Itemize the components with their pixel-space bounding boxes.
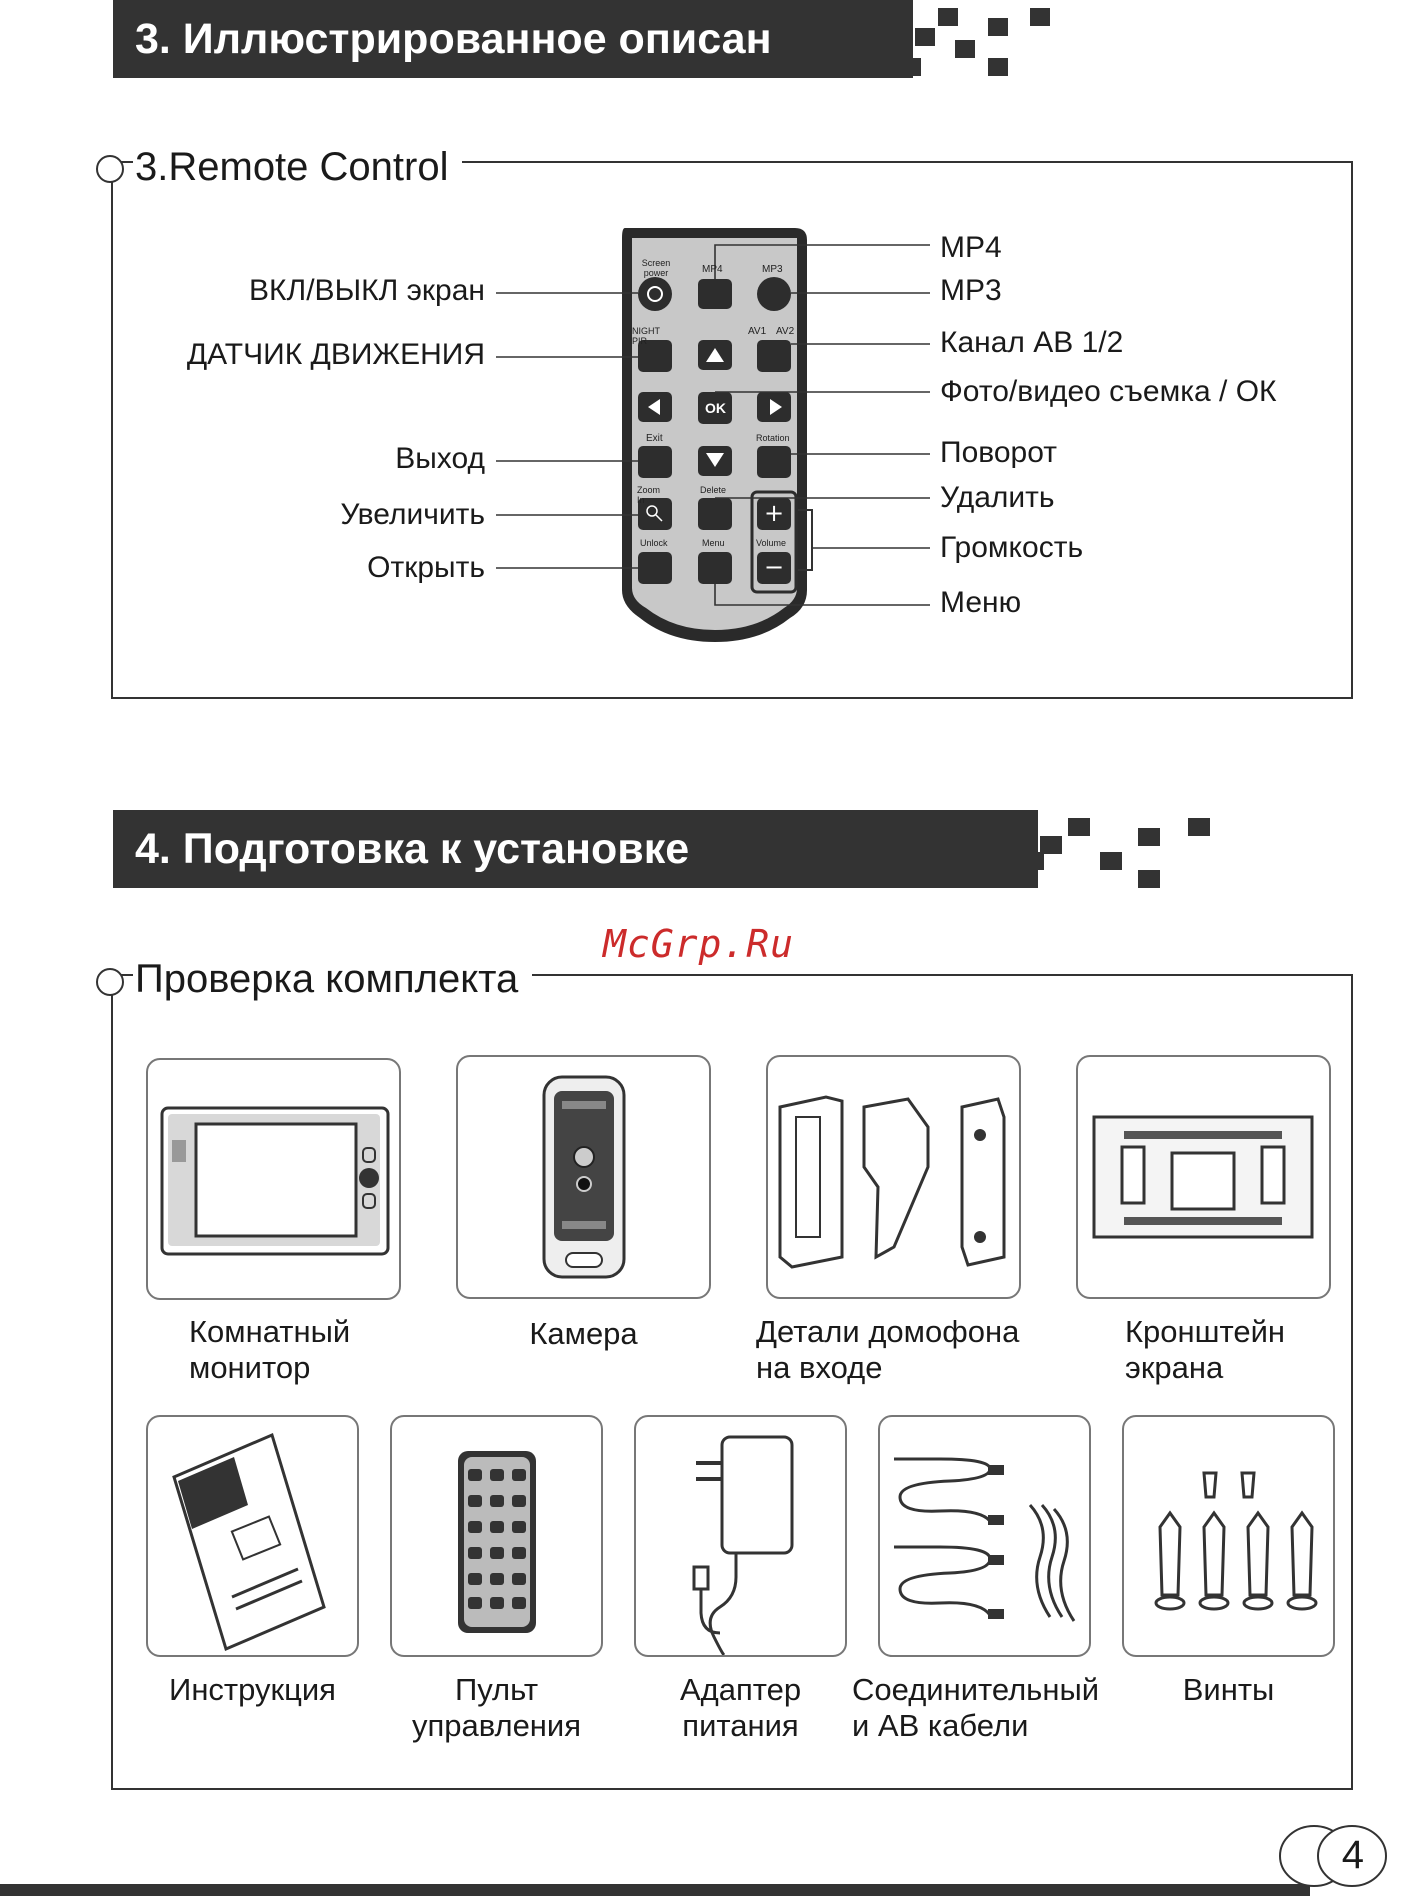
label-delete: Удалить (940, 481, 1055, 514)
page-number: 4 (1341, 1833, 1364, 1877)
kit-caption-cables: Соединительный и АВ кабели (852, 1672, 1100, 1743)
svg-text:−: − (763, 553, 785, 581)
button-text-volume: Volume (756, 538, 787, 548)
button-text-av1: AV1 (748, 326, 767, 337)
button-text-rotation: Rotation (756, 433, 790, 443)
button-text-menu: Menu (702, 538, 725, 548)
kit-item-adapter (634, 1415, 847, 1657)
bullet-circle-icon (96, 968, 124, 996)
button-text-pir: NIGHT PIR (632, 326, 660, 346)
label-av-channel: Канал АВ 1/2 (940, 326, 1124, 359)
label-volume: Громкость (940, 531, 1084, 564)
menu-button (698, 552, 732, 584)
kit-section-title: Проверка комплекта (133, 955, 532, 1003)
kit-item-remote (390, 1415, 603, 1657)
room-monitor-icon (148, 1060, 399, 1298)
kit-caption-room-monitor: Комнатный монитор (189, 1314, 351, 1385)
section4-banner (113, 810, 1038, 888)
mp4-button (698, 279, 732, 309)
button-text-zoom: Zoom In (637, 485, 661, 505)
camera-icon (458, 1057, 709, 1297)
av-button (757, 340, 791, 372)
kit-caption-manual: Инструкция (169, 1672, 336, 1707)
door-parts-icon (768, 1057, 1019, 1297)
kit-item-bracket (1076, 1055, 1331, 1299)
label-mp4: MP4 (940, 231, 1002, 264)
label-screen-power: ВКЛ/ВЫКЛ экран (249, 274, 485, 307)
page-number-badge (1272, 1820, 1392, 1890)
button-text-mp4: MP4 (702, 264, 723, 275)
button-text-screen-power: Screen power (641, 258, 671, 278)
exit-button (638, 446, 672, 478)
screws-icon (1124, 1417, 1333, 1655)
kit-item-cables (878, 1415, 1091, 1657)
kit-item-screws (1122, 1415, 1335, 1657)
kit-caption-adapter: Адаптер питания (679, 1672, 802, 1743)
bracket-icon (1078, 1057, 1329, 1297)
delete-button (698, 498, 732, 530)
cables-icon (880, 1417, 1089, 1655)
unlock-button (638, 552, 672, 584)
footer-bar (0, 1884, 1310, 1896)
kit-item-door-parts (766, 1055, 1021, 1299)
watermark: McGrp.Ru (603, 922, 795, 966)
button-text-exit: Exit (646, 433, 663, 444)
screen-power-button (638, 277, 672, 311)
kit-caption-camera: Камера (529, 1316, 638, 1351)
remote-section-title: 3.Remote Control (133, 143, 462, 191)
section3-title: 3. Иллюстрированное описан (135, 15, 772, 63)
label-exit: Выход (395, 442, 485, 475)
kit-caption-remote: Пульт управления (411, 1672, 582, 1743)
label-motion-sensor: ДАТЧИК ДВИЖЕНИЯ (186, 338, 485, 371)
button-text-av2: AV2 (776, 326, 795, 337)
label-unlock: Открыть (367, 551, 485, 584)
kit-caption-bracket: Кронштейн экрана (1125, 1314, 1286, 1385)
button-text-mp3: MP3 (762, 264, 783, 275)
kit-item-room-monitor (146, 1058, 401, 1300)
kit-item-camera (456, 1055, 711, 1299)
label-menu: Меню (940, 586, 1022, 619)
kit-caption-door-parts: Детали домофона на входе (756, 1314, 1020, 1385)
adapter-icon (636, 1417, 845, 1655)
label-zoom: Увеличить (340, 498, 485, 531)
button-text-unlock: Unlock (640, 538, 668, 548)
rotation-button (757, 446, 791, 478)
section4-title: 4. Подготовка к установке (135, 825, 690, 873)
manual-icon (148, 1417, 357, 1655)
label-mp3: MP3 (940, 274, 1002, 307)
remote-icon (392, 1417, 601, 1655)
mp3-button (757, 277, 791, 311)
label-rotation: Поворот (940, 436, 1057, 469)
kit-item-manual (146, 1415, 359, 1657)
button-text-ok: OK (705, 400, 726, 416)
svg-text:+: + (763, 499, 785, 527)
label-photo-video-ok: Фото/видео съемка / ОК (940, 375, 1277, 408)
kit-caption-screws: Винты (1182, 1672, 1275, 1707)
button-text-delete: Delete (700, 485, 727, 495)
